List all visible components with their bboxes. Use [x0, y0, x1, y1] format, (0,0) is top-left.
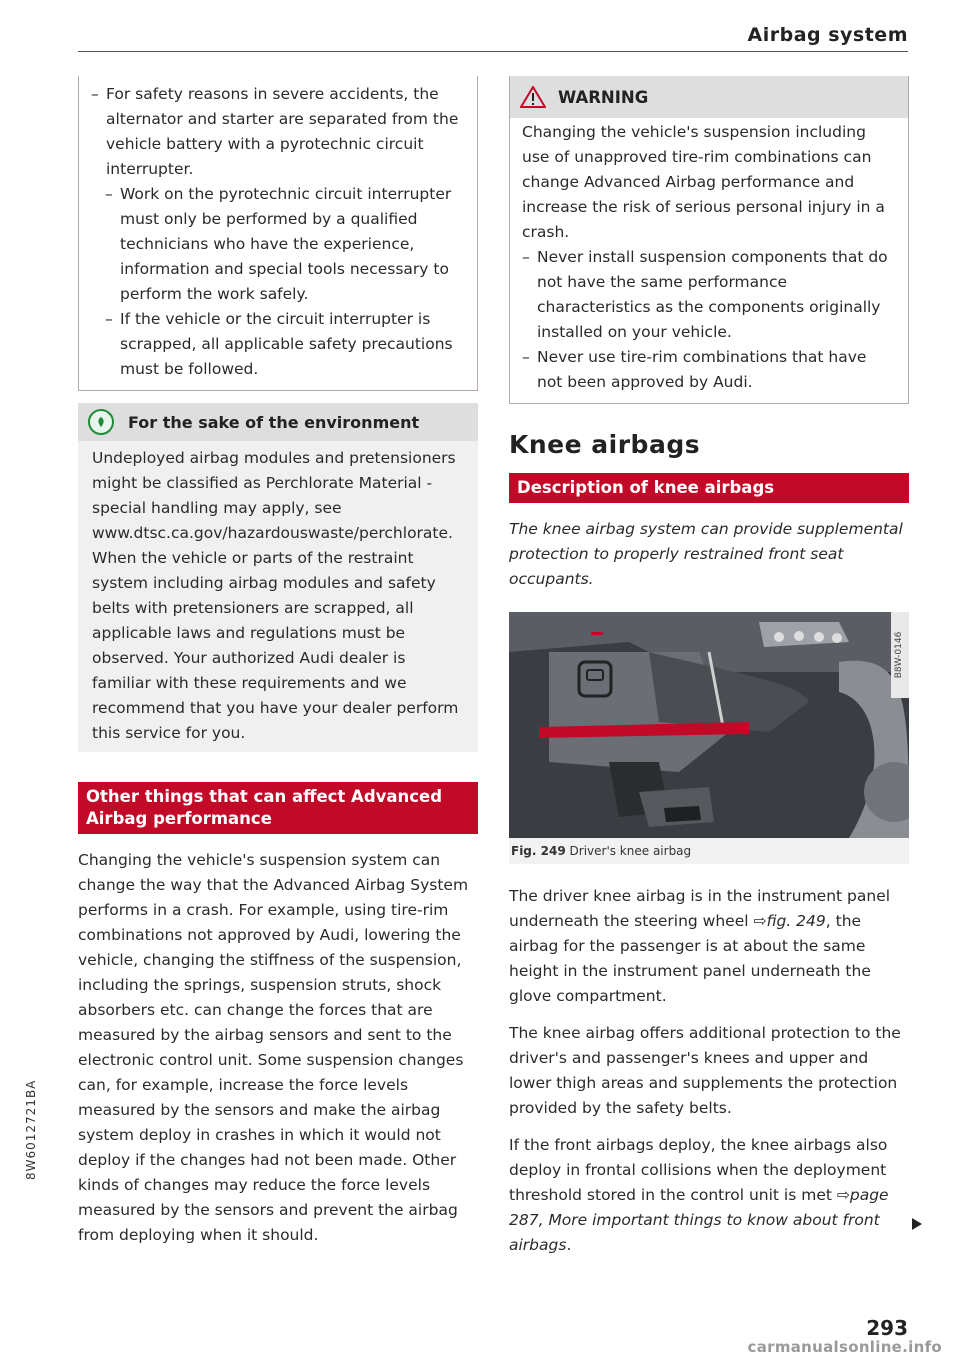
figure-reference-link[interactable]: ⇨fig. 249	[753, 912, 826, 930]
document-code: 8W6012721BA	[24, 1079, 38, 1180]
continue-arrow-icon	[912, 1218, 922, 1230]
list-item: – Never install suspension components that do not have the same performance characteristics as the components originally installed on your vehicle.	[522, 245, 896, 345]
text-run: The driver knee airbag is in the instrument panel underneath the steering wheel	[509, 887, 891, 930]
intro-text: The knee airbag system can provide supplemental protection to properly restrained front seat occupants.	[509, 520, 903, 588]
figure-caption	[509, 838, 909, 864]
warning-triangle-icon	[520, 86, 546, 108]
text-run: If the front airbags deploy, the knee airbags also deploy in frontal collisions when the deployment threshold stored in the control unit is met	[509, 1136, 888, 1204]
left-column	[78, 76, 478, 1248]
list-subitem: – If the vehicle or the circuit interrupter is scrapped, all applicable safety precautions must be followed.	[91, 307, 465, 382]
right-column	[509, 76, 909, 1258]
knee-airbag-illustration	[509, 612, 909, 838]
list-item: – Never use tire-rim combinations that have not been approved by Audi.	[522, 345, 896, 395]
text-run: .	[566, 1236, 572, 1254]
subsection-heading: Description of knee airbags	[509, 473, 909, 503]
watermark: carmanualsonline.info	[747, 1338, 942, 1356]
figure-code: B8W-0146	[894, 631, 904, 679]
environment-note	[78, 403, 478, 752]
section-title: Knee airbags	[509, 430, 701, 459]
body-paragraph: Changing the vehicle's suspension system can change the way that the Advanced Airbag System performs in a crash. For example, using tire-rim combinations not approved by Audi, lowering the vehicle, changing the stiffness of the suspension, including the springs, suspension struts, shock absorbers etc. can change the forces that are measured by the airbag sensors and sent to the electronic control unit. Some suspension changes can, for example, increase the force levels measured by the sensors and make the airbag system deploy in crashes in which it would not deploy if the changes had not been made. Other kinds of changes may reduce the force levels measured by the sensors and prevent the airbag from deploying when it should.	[78, 851, 469, 1244]
warning-intro: Changing the vehicle's suspension including use of unapproved tire-rim combinations can change Advanced Airbag performance and increase the risk of serious personal injury in a crash.	[522, 123, 885, 241]
environment-header	[78, 403, 478, 441]
warning-title: WARNING	[558, 87, 649, 107]
header-divider	[78, 51, 908, 52]
body-paragraph: The knee airbag offers additional protection to the driver's and passenger's knees and upper and lower thigh areas and supplements the protection provided by the safety belts.	[509, 1024, 901, 1117]
leaf-icon	[88, 409, 114, 435]
list-subitem: – Work on the pyrotechnic circuit interrupter must only be performed by a qualified technicians who have the experience, information and special tools necessary to perform the work safely.	[91, 182, 465, 307]
text-run: , the airbag for the passenger is at about the same height in the instrument panel underneath the glove compartment.	[509, 912, 871, 1005]
body-paragraph	[509, 1133, 909, 1258]
warning-header	[510, 76, 908, 118]
page-number: 293	[866, 1316, 908, 1340]
body-paragraph	[509, 884, 909, 1009]
figure-label: Fig. 249	[511, 844, 566, 858]
running-header: Airbag system	[747, 24, 908, 46]
section-heading: Other things that can affect Advanced Airbag performance	[78, 782, 478, 834]
environment-title: For the sake of the environment	[128, 412, 420, 432]
warning-continuation-box	[78, 76, 478, 391]
warning-body	[510, 118, 908, 403]
list-item: – For safety reasons in severe accidents, the alternator and starter are separated from the vehicle battery with a pyrotechnic circuit interrupter.	[91, 82, 465, 182]
page-reference-link[interactable]: ⇨page 287, More important things to know about front airbags	[509, 1186, 889, 1254]
warning-box	[509, 76, 909, 404]
figure-249	[509, 612, 909, 864]
environment-body: Undeployed airbag modules and pretensioners might be classified as Perchlorate Material - special handling may apply, see www.dtsc.ca.gov/hazardouswaste/perchlorate. When the vehicle or parts of the restraint system including airbag modules and safety belts with pretensioners are scrapped, all applicable laws and regulations must be observed. Your authorized Audi dealer is familiar with these requirements and we recommend that you have your dealer perform this service for you.	[92, 449, 459, 742]
figure-caption-text: Driver's knee airbag	[569, 844, 692, 858]
